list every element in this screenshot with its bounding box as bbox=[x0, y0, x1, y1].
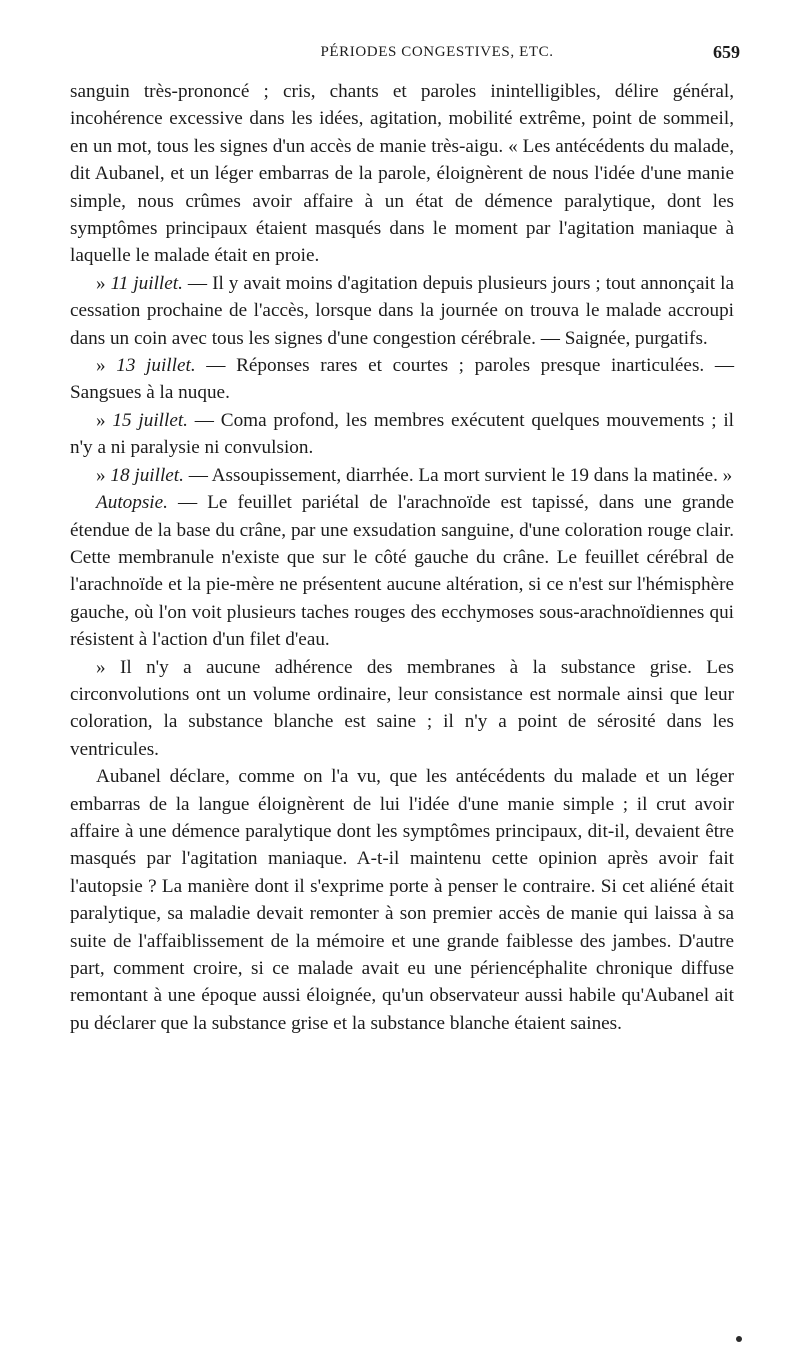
quote-mark: » bbox=[96, 409, 113, 431]
quote-mark: » bbox=[96, 355, 117, 377]
paragraph-text: Il n'y a aucune adhérence des membranes à la substance grise. Les circonvolutions ont un volume ordinaire, leur consistance est normale ainsi que leur coloration, la substance blanche est saine ; il n'y a point de sérosité dans les ventricules. bbox=[70, 656, 734, 760]
entry-date: 13 juillet. bbox=[116, 355, 196, 377]
entry-date: 18 juillet. bbox=[110, 464, 184, 486]
paragraph-text: — Le feuillet pariétal de l'arachnoïde est tapissé, dans une grande étendue de la base du crâne, par une exsudation sanguine, d'une coloration rouge clair. Cette membranule n'existe que sur le côté gauche du crâne. Le feuillet cérébral de l'arachnoïde et la pie-mère ne présentent aucune altération, si ce n'est sur l'hémisphère gauche, où l'on voit plusieurs taches rouges des ecchymoses sous-arachnoïdiennes qui résistent à l'action d'un filet d'eau. bbox=[70, 492, 734, 651]
paragraph-text: — Réponses rares et courtes ; paroles presque inarticulées. — Sangsues à la nuque. bbox=[70, 355, 735, 404]
entry-date: 11 juillet. bbox=[110, 272, 183, 294]
margin-dot-mark bbox=[736, 1336, 742, 1342]
paragraph-13-juillet bbox=[70, 352, 734, 407]
paragraph-text: — Assoupissement, diarrhée. La mort survient le 19 dans la matinée. » bbox=[183, 464, 733, 486]
quote-mark: » bbox=[96, 464, 111, 486]
paragraph-18-juillet bbox=[70, 462, 734, 489]
paragraph-11-juillet bbox=[70, 270, 734, 352]
paragraph-15-juillet bbox=[70, 407, 734, 462]
running-head bbox=[70, 42, 740, 78]
page-number: 659 bbox=[713, 42, 740, 62]
paragraph-commentary bbox=[70, 763, 734, 1037]
entry-date: 15 juillet. bbox=[112, 409, 188, 431]
paragraph-text: — Il y avait moins d'agitation depuis plusieurs jours ; tout annonçait la cessation prochaine de l'accès, lorsque dans la journée on trouva le malade accroupi dans un coin avec tous les signes d'une congestion cérébrale. — Saignée, purgatifs. bbox=[70, 272, 734, 349]
paragraph-autopsie bbox=[70, 489, 734, 653]
book-page bbox=[70, 42, 740, 1037]
paragraph-text: — Coma profond, les membres exécutent quelques mouvements ; il n'y a ni paralysie ni convulsion. bbox=[70, 409, 735, 459]
paragraph-continuation bbox=[70, 78, 734, 270]
quote-mark: » bbox=[96, 656, 120, 678]
running-title: PÉRIODES CONGESTIVES, ETC. bbox=[320, 44, 554, 60]
body-text bbox=[70, 78, 734, 1037]
section-lead: Autopsie. bbox=[96, 492, 168, 514]
quote-mark: » bbox=[96, 272, 111, 294]
paragraph-text: sanguin très-prononcé ; cris, chants et paroles inintelligibles, délire général, incohérence excessive dans les idées, agitation, mobilité extrême, point de sommeil, en un mot, tous les signes d'un accès de manie très-aigu. « Les antécédents du malade, dit Aubanel, et un léger embarras de la parole, éloignèrent de nous l'idée d'une manie simple, nous crûmes avoir affaire à un état de démence paralytique, dont les symptômes principaux étaient masqués dans le moment par l'agitation maniaque à laquelle le malade était en proie. bbox=[70, 81, 734, 267]
paragraph-adherence bbox=[70, 654, 734, 764]
paragraph-text: Aubanel déclare, comme on l'a vu, que les antécédents du malade et un léger embarras de la langue éloignèrent de lui l'idée d'une manie simple ; il crut avoir affaire à une démence paralytique dont les symptômes principaux, dit-il, devaient être masqués par l'agitation maniaque. A-t-il maintenu cette opinion après avoir fait l'autopsie ? La manière dont il s'exprime porte à penser le contraire. Si cet aliéné était paralytique, sa maladie devait remonter à son premier accès de manie qui laissa à sa suite de l'affaiblissement de la mémoire et une grande faiblesse des jambes. D'autre part, comment croire, si ce malade avait eu une périencéphalite chronique diffuse remontant à une époque aussi éloignée, qu'un observateur aussi habile qu'Aubanel ait pu déclarer que la substance grise et la substance blanche étaient saines. bbox=[70, 766, 734, 1034]
